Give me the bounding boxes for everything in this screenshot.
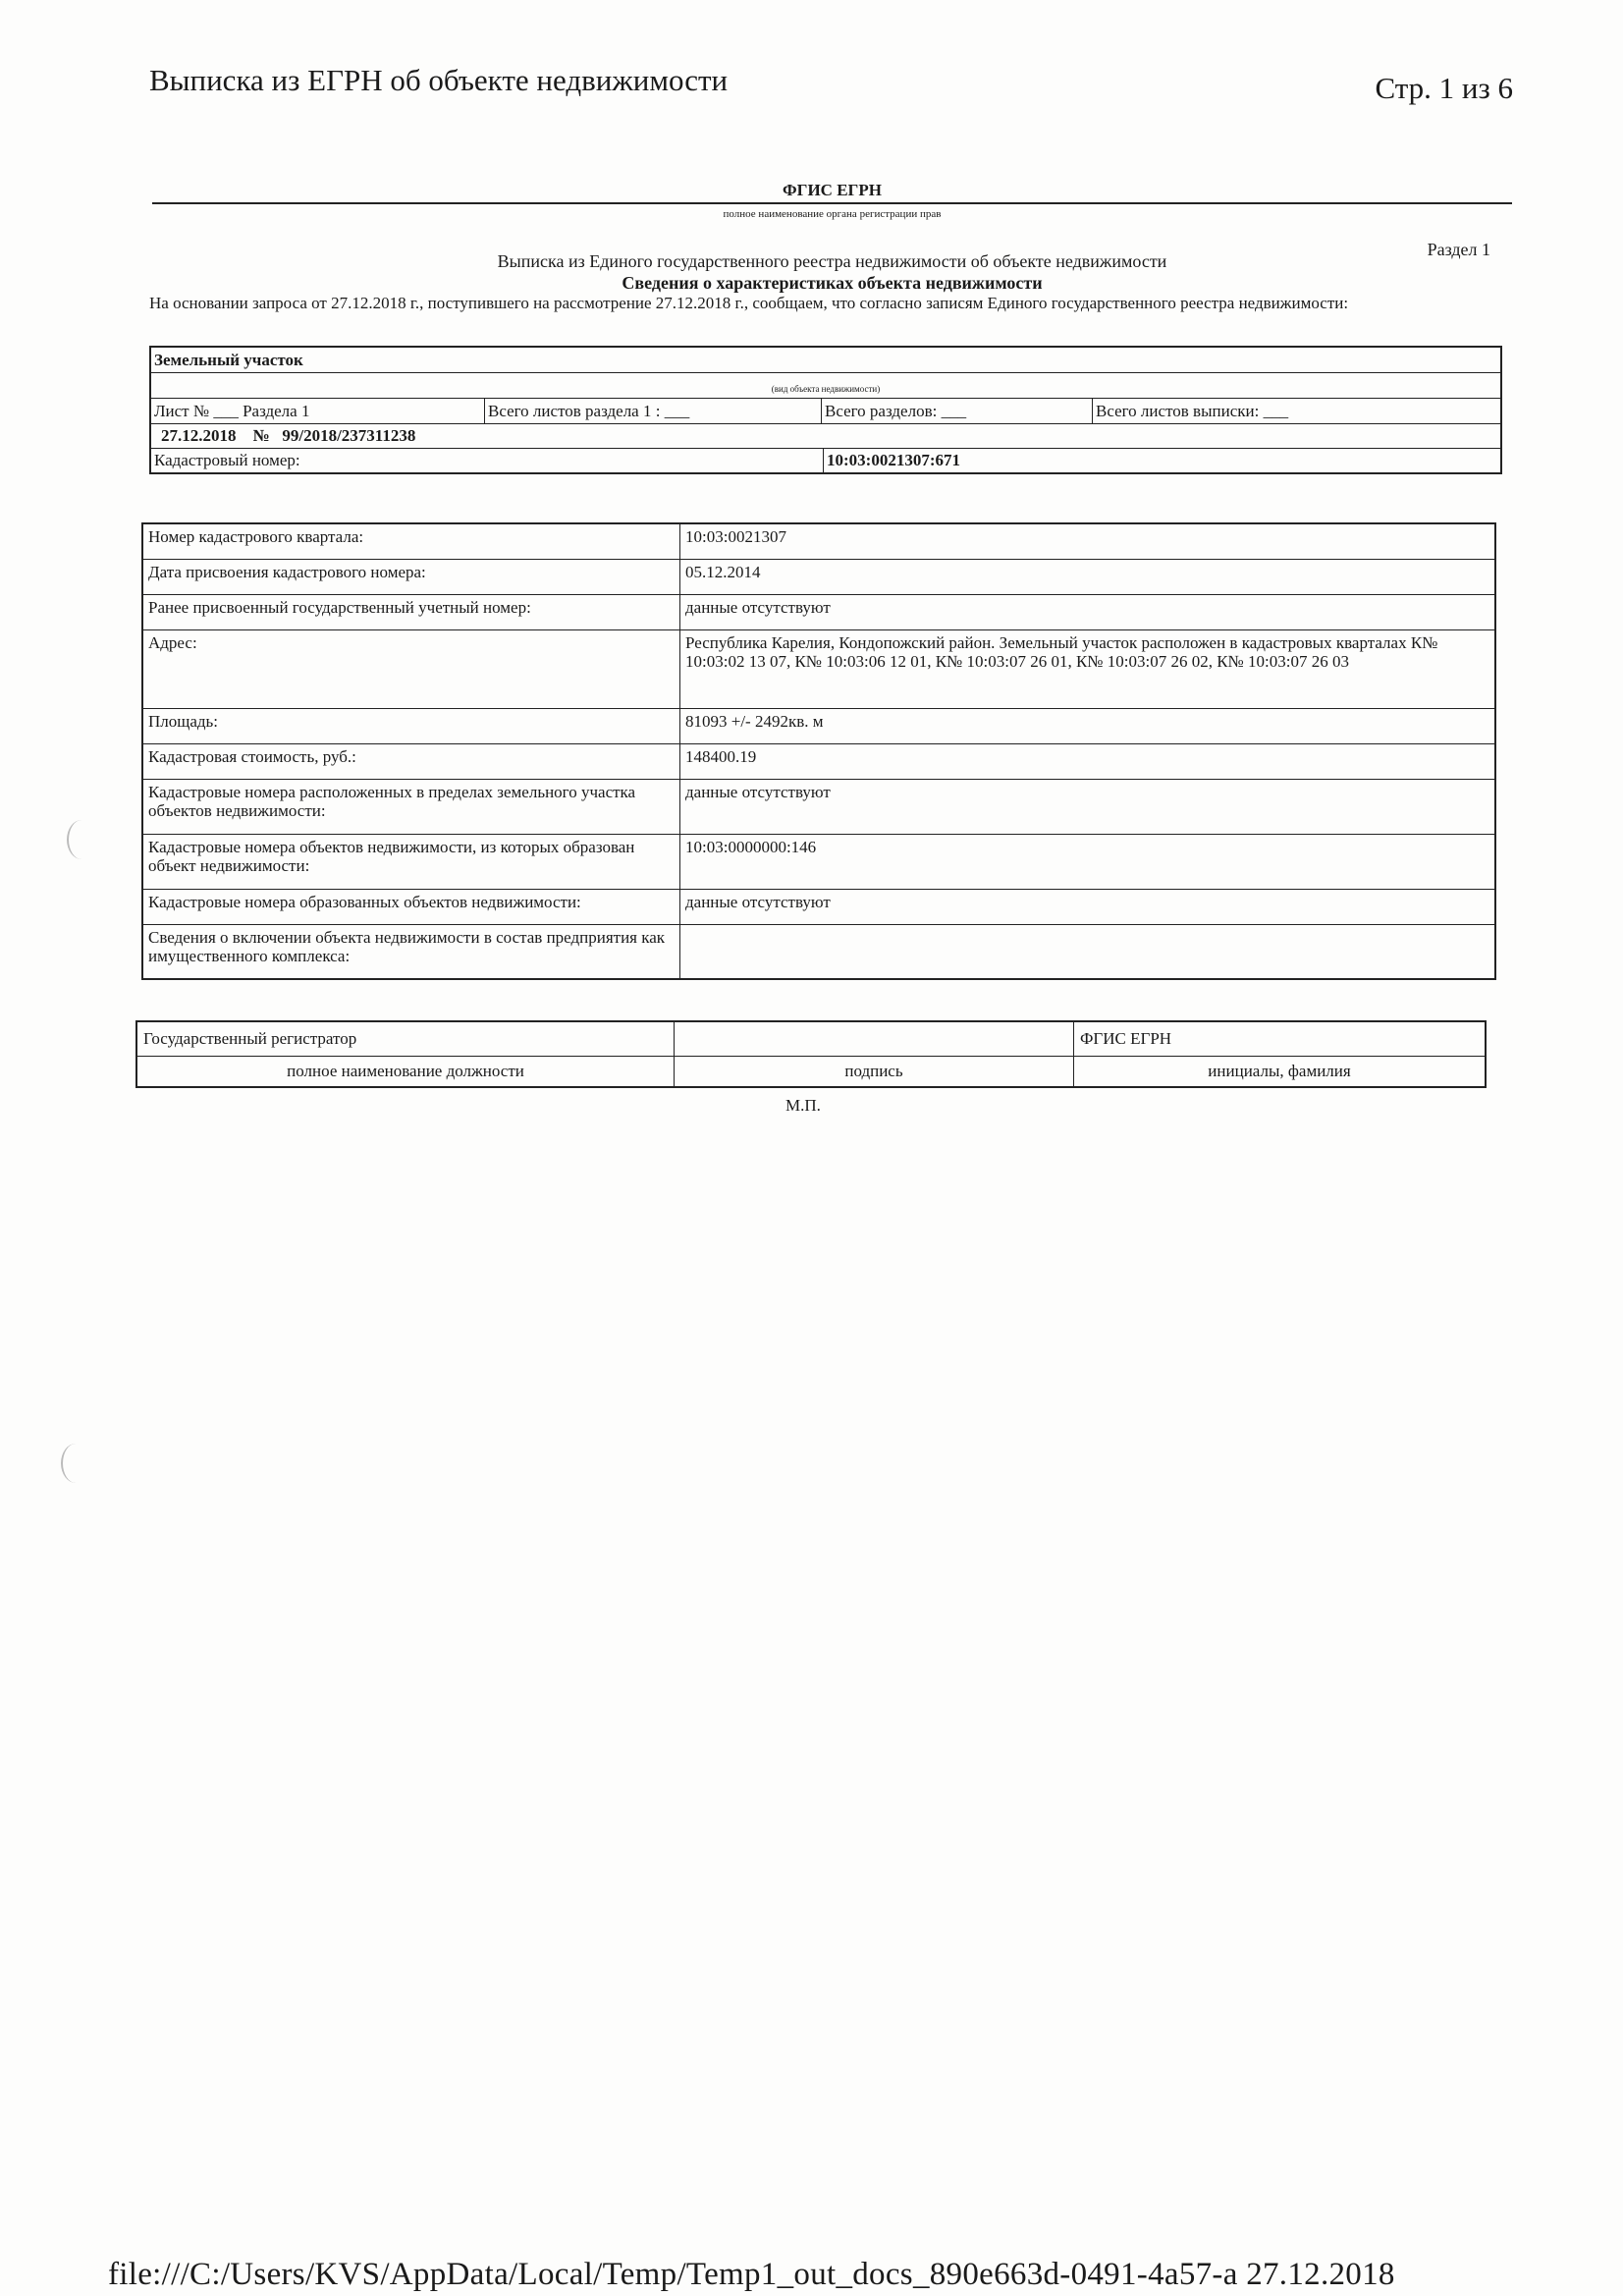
- property-key: Ранее присвоенный государственный учетный номер:: [142, 594, 680, 629]
- cadastral-number-label: Кадастровый номер:: [154, 451, 300, 469]
- table-row: [142, 629, 1495, 708]
- table-row: [142, 523, 1495, 559]
- registrar-position: Государственный регистратор: [136, 1021, 675, 1057]
- intro-paragraph: На основании запроса от 27.12.2018 г., поступившего на рассмотрение 27.12.2018 г., сообщаем, что согласно записям Единого государственного реестра недвижимости:: [149, 294, 1349, 312]
- property-value: 10:03:0021307: [680, 523, 1496, 559]
- position-caption: полное наименование должности: [136, 1057, 675, 1088]
- table-row: [142, 924, 1495, 979]
- registration-date: 27.12.2018: [161, 426, 237, 445]
- registration-line: [151, 424, 1500, 449]
- sheet-number: Лист № ___ Раздела 1: [151, 399, 485, 423]
- property-value: [680, 924, 1496, 979]
- property-key: Кадастровые номера объектов недвижимости, из которых образован объект недвижимости:: [142, 834, 680, 889]
- registration-number: 99/2018/237311238: [282, 426, 416, 445]
- table-row: [142, 834, 1495, 889]
- table-row: [142, 708, 1495, 743]
- object-info-box: [149, 346, 1502, 474]
- document-title-block: [152, 250, 1512, 294]
- page-counter: Стр. 1 из 6: [1375, 71, 1513, 105]
- property-value: 148400.19: [680, 743, 1496, 779]
- document-subtitle: Сведения о характеристиках объекта недвижимости: [622, 273, 1043, 293]
- property-value: данные отсутствуют: [680, 889, 1496, 924]
- property-key: Номер кадастрового квартала:: [142, 523, 680, 559]
- property-key: Адрес:: [142, 629, 680, 708]
- cadastral-number-row: [151, 449, 1500, 472]
- total-sections: Всего разделов: ___: [822, 399, 1093, 423]
- seal-placeholder: М.П.: [785, 1096, 821, 1115]
- table-row: [142, 889, 1495, 924]
- property-key: Дата присвоения кадастрового номера:: [142, 559, 680, 594]
- property-value: 10:03:0000000:146: [680, 834, 1496, 889]
- registration-number-symbol: №: [252, 426, 270, 445]
- signature-caption: подпись: [675, 1057, 1074, 1088]
- registry-organ-name: ФГИС ЕГРН: [152, 181, 1512, 204]
- object-type-caption: (вид объекта недвижимости): [151, 373, 1500, 399]
- property-key: Кадастровая стоимость, руб.:: [142, 743, 680, 779]
- property-value: Республика Карелия, Кондопожский район. Земельный участок расположен в кадастровых кварталах К№ 10:03:02 13 07, К№ 10:03:06 12 01, К№ 10:03:07 26 01, К№ 10:03:07 26 02, К№ 10:03:07 26 03: [680, 629, 1496, 708]
- binding-hole-mark: [61, 1444, 90, 1483]
- property-key: Площадь:: [142, 708, 680, 743]
- property-value: 81093 +/- 2492кв. м: [680, 708, 1496, 743]
- properties-table: [141, 522, 1496, 980]
- registry-organ-block: [152, 181, 1512, 220]
- signature-caption-row: [136, 1057, 1486, 1088]
- property-key: Кадастровые номера расположенных в пределах земельного участка объектов недвижимости:: [142, 779, 680, 834]
- name-caption: инициалы, фамилия: [1074, 1057, 1487, 1088]
- table-row: [142, 559, 1495, 594]
- registrar-name: ФГИС ЕГРН: [1074, 1021, 1487, 1057]
- property-value: данные отсутствуют: [680, 779, 1496, 834]
- property-key: Кадастровые номера образованных объектов недвижимости:: [142, 889, 680, 924]
- property-key: Сведения о включении объекта недвижимости в состав предприятия как имущественного комплекса:: [142, 924, 680, 979]
- binding-hole-mark: [67, 820, 96, 859]
- print-footer-path: file:///C:/Users/KVS/AppData/Local/Temp/Temp1_out_docs_890e663d-0491-4a57-a 27.12.2018: [108, 2257, 1395, 2292]
- signature-row: [136, 1021, 1486, 1057]
- property-value: данные отсутствуют: [680, 594, 1496, 629]
- total-sheets: Всего листов выписки: ___: [1096, 402, 1289, 420]
- registry-organ-caption: полное наименование органа регистрации прав: [723, 208, 942, 220]
- sheets-in-section: Всего листов раздела 1 : ___: [485, 399, 822, 423]
- table-row: [142, 743, 1495, 779]
- property-value: 05.12.2014: [680, 559, 1496, 594]
- signature-table: [135, 1020, 1487, 1088]
- object-type: Земельный участок: [151, 348, 1500, 373]
- table-row: [142, 779, 1495, 834]
- sheet-info-row: [151, 399, 1500, 424]
- document-header-title: Выписка из ЕГРН об объекте недвижимости: [149, 63, 729, 97]
- cadastral-number-value: 10:03:0021307:671: [823, 449, 1500, 472]
- document-title: Выписка из Единого государственного реестра недвижимости об объекте недвижимости: [497, 251, 1167, 271]
- section-label: Раздел 1: [1427, 240, 1490, 259]
- table-row: [142, 594, 1495, 629]
- registrar-signature: [675, 1021, 1074, 1057]
